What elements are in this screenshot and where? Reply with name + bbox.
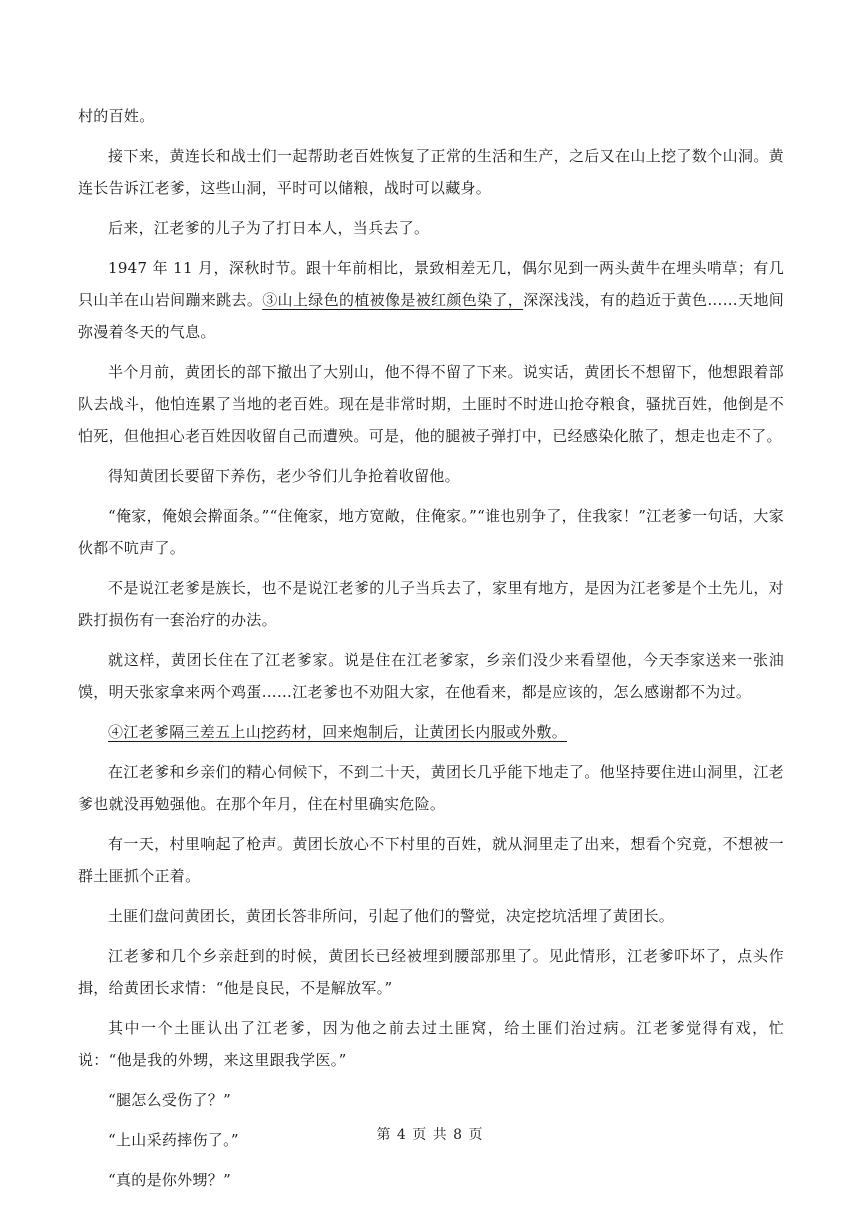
paragraph: 江老爹和几个乡亲赶到的时候，黄团长已经被埋到腰部那里了。见此情形，江老爹吓坏了，点头作揖，给黄团长求情：“他是良民，不是解放军。”: [78, 947, 784, 997]
paragraph: [78, 716, 784, 748]
paragraph: “俺家，俺娘会擀面条。”“住俺家，地方宽敞，住俺家。”“谁也别争了，住我家！”江老爹一句话，大家伙都不吭声了。: [78, 507, 784, 557]
page-number-footer: 第 4 页 共 8 页: [376, 1127, 484, 1143]
paragraph: “真的是你外甥？”: [108, 1171, 232, 1189]
underlined-sentence-4: ④江老爹隔三差五上山挖药材，回来炮制后，让黄团长内服或外敷。: [108, 723, 568, 741]
paragraph-text: 深深浅浅，有的趋近于黄色……天地间弥漫着冬天的气息。: [78, 291, 784, 341]
paragraph: 接下来，黄连长和战士们一起帮助老百姓恢复了正常的生活和生产，之后又在山上挖了数个山洞。黄连长告诉江老爹，这些山洞，平时可以储粮，战时可以藏身。: [78, 147, 784, 197]
paragraph: 土匪们盘问黄团长，黄团长答非所问，引起了他们的警觉，决定挖坑活埋了黄团长。: [108, 907, 675, 925]
paragraph: [78, 252, 784, 348]
paragraph-text: 1947 年 11 月，深秋时节。跟十年前相比，景致相差无几，偶尔见到一两头黄牛在埋头啃草；有几只山羊在山岩间蹦来跳去。: [78, 259, 784, 309]
paragraph: 半个月前，黄团长的部下撤出了大别山，他不得不留了下来。说实话，黄团长不想留下，他想跟着部队去战斗，他怕连累了当地的老百姓。现在是非常时期，土匪时不时进山抢夺粮食，骚扰百姓，他倒是不怕死，但他担心老百姓因收留自己而遭殃。可是，他的腿被子弹打中，已经感染化脓了，想走也走不了。: [78, 363, 784, 445]
paragraph: 得知黄团长要留下养伤，老少爷们儿争抢着收留他。: [108, 467, 460, 485]
paragraph: 后来，江老爹的儿子为了打日本人，当兵去了。: [108, 219, 430, 237]
underlined-sentence-3: ③山上绿色的植被像是被红颜色染了，: [262, 291, 524, 309]
page-body: [78, 100, 784, 1196]
paragraph: 其中一个土匪认出了江老爹，因为他之前去过土匪窝，给土匪们治过病。江老爹觉得有戏，忙说：“他是我的外甥，来这里跟我学医。”: [78, 1019, 784, 1069]
paragraph: 就这样，黄团长住在了江老爹家。说是住在江老爹家，乡亲们没少来看望他，今天李家送来一张油馍，明天张家拿来两个鸡蛋……江老爹也不劝阻大家，在他看来，都是应该的，怎么感谢都不为过。: [78, 651, 784, 701]
paragraph: 村的百姓。: [78, 107, 155, 125]
paragraph: 在江老爹和乡亲们的精心伺候下，不到二十天，黄团长几乎能下地走了。他坚持要住进山洞里，江老爹也就没再勉强他。在那个年月，住在村里确实危险。: [78, 763, 784, 813]
paragraph: 有一天，村里响起了枪声。黄团长放心不下村里的百姓，就从洞里走了出来，想看个究竟，不想被一群土匪抓个正着。: [78, 835, 784, 885]
paragraph: “腿怎么受伤了？”: [108, 1091, 232, 1109]
paragraph: “上山采药摔伤了。”: [108, 1131, 239, 1149]
paragraph: 不是说江老爹是族长，也不是说江老爹的儿子当兵去了，家里有地方，是因为江老爹是个土先儿，对跌打损伤有一套治疗的办法。: [78, 579, 784, 629]
